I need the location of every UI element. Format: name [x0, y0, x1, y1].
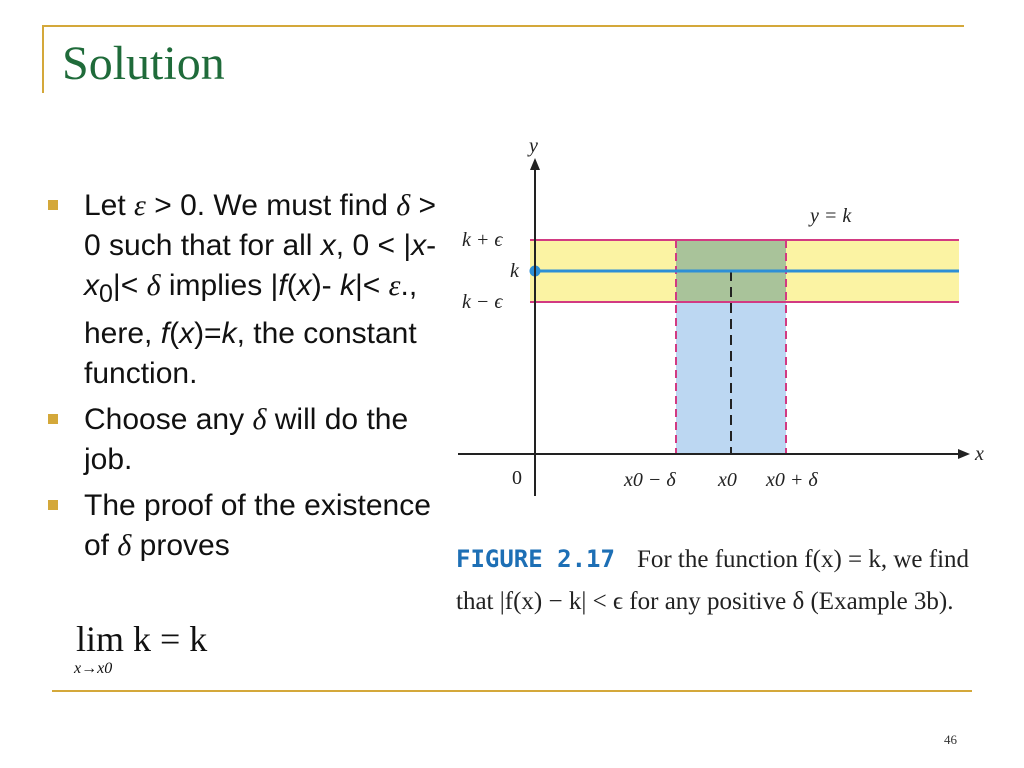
slide-title: Solution	[62, 37, 225, 90]
line-label: y = k	[810, 205, 852, 227]
bullet-1: Let ε > 0. We must find δ > 0 such that for all x, $0 < |x-x_0|< \delta$ implies |f(x)- k|< ε., here, f(x)=k, the constant function.	[48, 186, 448, 394]
x-left-label: x0 − δ	[624, 469, 676, 491]
caption-text: For the function f(x) = k, we find that |f(x) − k| < ϵ for any positive δ (Example 3b).	[456, 546, 970, 615]
figure-label: FIGURE 2.17	[456, 545, 615, 573]
x-axis-arrow-icon	[958, 449, 970, 459]
frame-left-rule	[42, 25, 44, 93]
y-axis-arrow-icon	[530, 158, 540, 170]
figure-graph	[452, 134, 984, 514]
origin-label: 0	[512, 467, 522, 489]
page-number: 46	[944, 732, 957, 747]
frame-top-rule	[42, 25, 964, 27]
y-axis-label: y	[529, 135, 538, 157]
bullet-2: Choose any δ will do the job.	[48, 400, 448, 480]
k-label: k	[510, 260, 519, 282]
limit-expression: lim k = k	[76, 619, 208, 659]
frame-bottom-rule	[52, 690, 972, 692]
limit-subscript: x→x0	[74, 660, 113, 677]
bullet-3: The proof of the existence of δ proves	[48, 486, 448, 566]
bullet-marker	[48, 414, 58, 424]
x-axis-label-visible: x	[975, 443, 984, 465]
x0-label: x0	[718, 469, 737, 491]
bullet-marker	[48, 500, 58, 510]
bullet-list	[48, 186, 448, 572]
upper-band-label: k + ϵ	[462, 229, 503, 251]
lower-band-label: k − ϵ	[462, 291, 503, 313]
figure-caption	[456, 538, 996, 623]
x-right-label: x0 + δ	[766, 469, 818, 491]
bullet-marker	[48, 200, 58, 210]
